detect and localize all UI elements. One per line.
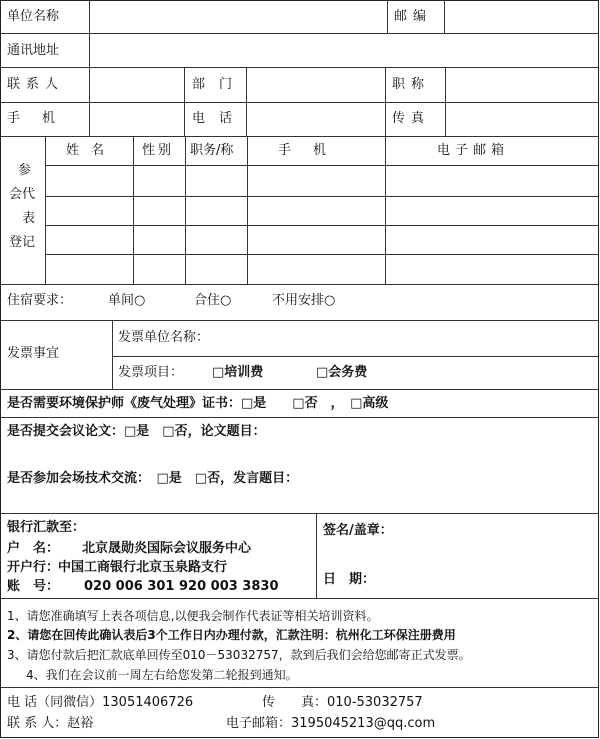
postcode-field[interactable] [447, 3, 595, 31]
attendee-row-1[interactable] [47, 167, 597, 195]
lodging-label: 住宿要求： [7, 293, 73, 308]
note-2: 2、请您在回传此确认表后3个工作日内办理付款，汇款注明：杭州化工环保注册费用 [7, 628, 456, 642]
row-divider [0, 389, 599, 390]
row-divider [45, 165, 599, 166]
invoice-meeting-checkbox[interactable]: □会务费 [316, 365, 368, 380]
col-divider [184, 67, 185, 136]
header-mobile: 手机 [278, 143, 349, 158]
attendee-side-label: 会代 [9, 187, 36, 202]
col-divider [385, 67, 386, 136]
row-divider [45, 196, 599, 197]
col-divider [387, 0, 388, 33]
lodging-single-option[interactable]: 单间○ [108, 293, 146, 308]
dept-label: 部门 [192, 77, 247, 92]
attendee-side-label: 表 [22, 211, 36, 226]
row-divider [0, 284, 599, 285]
contact-field[interactable] [92, 70, 180, 98]
col-divider [445, 67, 446, 136]
row-divider [112, 356, 599, 357]
bank-label: 开户行： [7, 560, 60, 575]
account-number-label: 账 号： [7, 579, 60, 594]
bank-name: 中国工商银行北京玉泉路支行 [58, 560, 228, 575]
invoice-item-label: 发票项目： [118, 365, 184, 380]
date-field[interactable] [400, 565, 595, 593]
date-label: 日 期： [323, 572, 376, 587]
col-divider [112, 320, 113, 389]
fax-field[interactable] [449, 105, 595, 133]
header-position: 职务/称 [190, 143, 234, 158]
note-4: 4、我们在会议前一周左右给您发第二轮报到通知。 [26, 668, 298, 682]
col-divider [316, 513, 317, 598]
unit-name-field[interactable] [92, 3, 384, 31]
invoice-label: 发票事宜 [7, 346, 60, 361]
footer-email: 电子邮箱：3195045213@qq.com [226, 716, 436, 731]
title-field[interactable] [449, 70, 595, 98]
header-gender: 性别 [142, 143, 175, 158]
signature-label: 签名/盖章： [323, 523, 393, 538]
contact-label: 联系人 [7, 77, 65, 92]
note-3: 3、请您付款后把汇款底单回传至010－53032757，款到后我们会给您邮寄正式发票。 [7, 648, 471, 662]
footer-fax: 传 真：010-53032757 [262, 695, 423, 710]
header-name: 姓名 [66, 143, 117, 158]
footer-phone: 电 话（同微信）13051406726 [7, 695, 194, 710]
row-divider [0, 598, 599, 599]
exchange-question[interactable]: 是否参加会场技术交流： □是 □否，发言题目： [7, 471, 299, 486]
phone-label: 电话 [192, 111, 247, 126]
phone-field[interactable] [250, 105, 380, 133]
account-number: 020 006 301 920 003 3830 [84, 579, 279, 594]
attendee-side-label: 参 [18, 163, 32, 178]
address-field[interactable] [92, 37, 595, 65]
dept-field[interactable] [250, 70, 380, 98]
col-divider [89, 0, 90, 136]
account-name-label: 户 名： [7, 541, 60, 556]
footer-contact: 联 系 人：赵裕 [7, 716, 94, 731]
mobile-field[interactable] [92, 105, 180, 133]
row-divider [0, 513, 599, 514]
postcode-label: 邮编 [394, 9, 433, 24]
lodging-shared-option[interactable]: 合住○ [194, 293, 232, 308]
row-divider [0, 687, 599, 688]
mobile-label: 手机 [7, 111, 78, 126]
account-name: 北京晟勋炎国际会议服务中心 [82, 541, 252, 556]
row-divider [45, 254, 599, 255]
invoice-unit-label: 发票单位名称： [118, 330, 210, 345]
bank-heading: 银行汇款至： [7, 520, 86, 535]
row-divider [0, 417, 599, 418]
signature-field[interactable] [410, 517, 595, 557]
header-email: 电子邮箱 [437, 143, 510, 158]
attendee-row-2[interactable] [47, 198, 597, 224]
col-divider [45, 136, 46, 284]
col-divider [444, 0, 445, 33]
paper-question[interactable]: 是否提交会议论文：□是 □否，论文题目： [7, 424, 266, 439]
note-1: 1、请您准确填写上表各项信息,以便我会制作代表证等相关培训资料。 [7, 609, 379, 623]
attendee-row-3[interactable] [47, 227, 597, 253]
row-divider [0, 320, 599, 321]
row-divider [45, 225, 599, 226]
unit-name-label: 单位名称 [7, 9, 60, 24]
address-label: 通讯地址 [7, 43, 60, 58]
col-divider [246, 67, 247, 136]
certificate-question[interactable]: 是否需要环境保护师《废气处理》证书：□是 □否 ， □高级 [7, 396, 389, 411]
lodging-none-option[interactable]: 不用安排○ [272, 293, 336, 308]
row-divider [0, 136, 599, 137]
attendee-side-label: 登记 [9, 235, 36, 250]
title-label: 职称 [392, 77, 431, 92]
fax-label: 传真 [392, 111, 431, 126]
invoice-unit-field[interactable] [215, 323, 595, 353]
attendee-row-4[interactable] [47, 256, 597, 283]
invoice-training-checkbox[interactable]: □培训费 [212, 365, 264, 380]
